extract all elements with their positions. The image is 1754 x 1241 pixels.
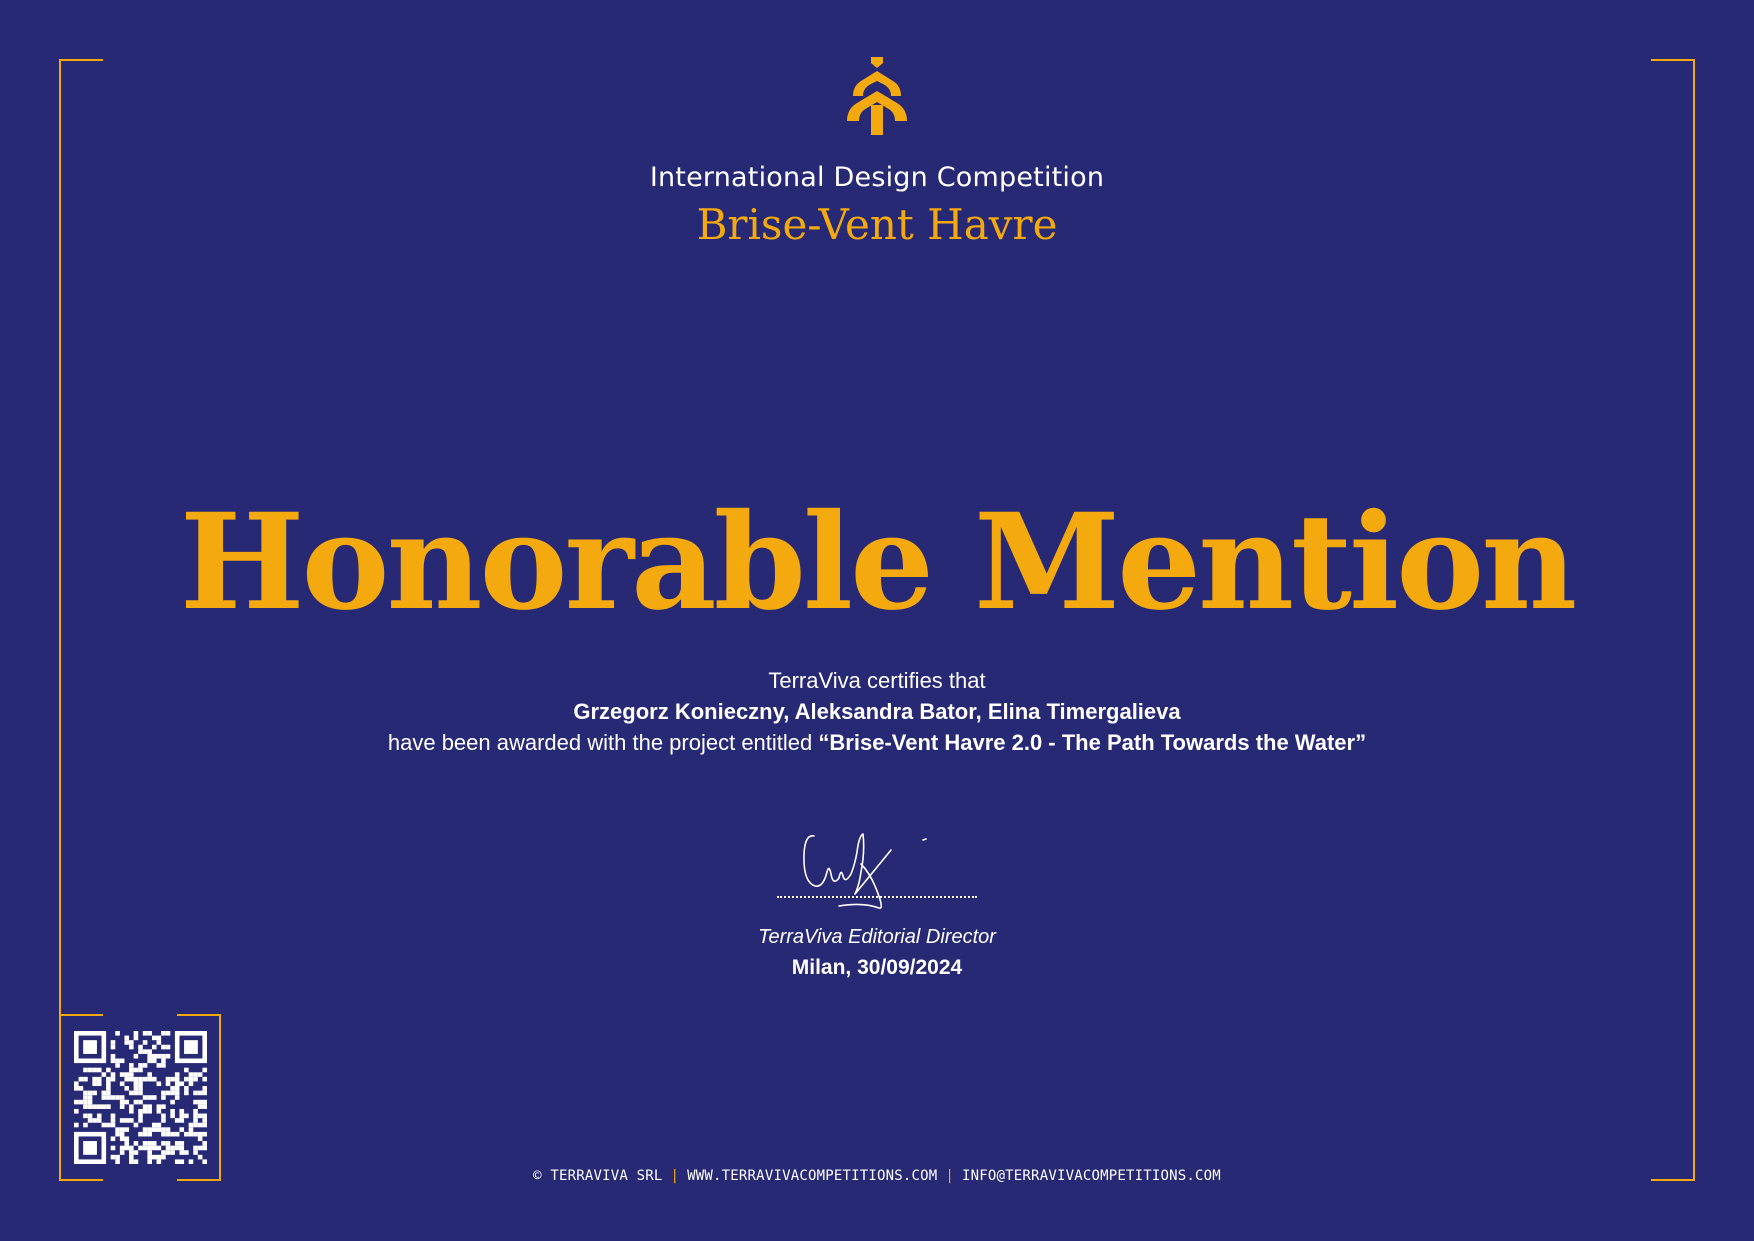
project-line bbox=[0, 727, 1754, 758]
footer-email-link[interactable]: INFO@TERRAVIVACOMPETITIONS.COM bbox=[962, 1168, 1221, 1184]
intro-line: TerraViva certifies that bbox=[768, 668, 986, 693]
certification-text bbox=[0, 665, 1754, 758]
qr-frame-top-left bbox=[59, 1014, 103, 1016]
border-corner-top-right-horizontal bbox=[1651, 59, 1695, 61]
place-date: Milan, 30/09/2024 bbox=[791, 956, 963, 979]
awardee-names: Grzegorz Konieczny, Aleksandra Bator, Elina Timergalieva bbox=[573, 699, 1181, 724]
competition-label: International Design Competition bbox=[649, 162, 1105, 193]
footer-separator: | bbox=[945, 1168, 955, 1184]
footer bbox=[0, 1166, 1754, 1186]
signer-role: TerraViva Editorial Director bbox=[758, 926, 996, 948]
awarded-text: have been awarded with the project entitled bbox=[387, 730, 813, 755]
border-corner-top-left-horizontal bbox=[59, 59, 103, 61]
signature-line bbox=[777, 896, 977, 898]
qr-code-icon[interactable] bbox=[74, 1031, 207, 1164]
project-title: “Brise-Vent Havre 2.0 - The Path Towards the Water” bbox=[818, 730, 1367, 755]
footer-separator: | bbox=[670, 1168, 680, 1184]
footer-website-link[interactable]: WWW.TERRAVIVACOMPETITIONS.COM bbox=[687, 1168, 938, 1184]
competition-name: Brise-Vent Havre bbox=[696, 200, 1058, 249]
award-title: Honorable Mention bbox=[179, 485, 1575, 640]
footer-company: © TERRAVIVA SRL bbox=[533, 1168, 663, 1184]
qr-frame-right-vertical bbox=[219, 1014, 221, 1181]
qr-frame-top-right bbox=[177, 1014, 221, 1016]
competition-heading bbox=[0, 158, 1754, 250]
tree-logo-icon bbox=[841, 57, 913, 135]
